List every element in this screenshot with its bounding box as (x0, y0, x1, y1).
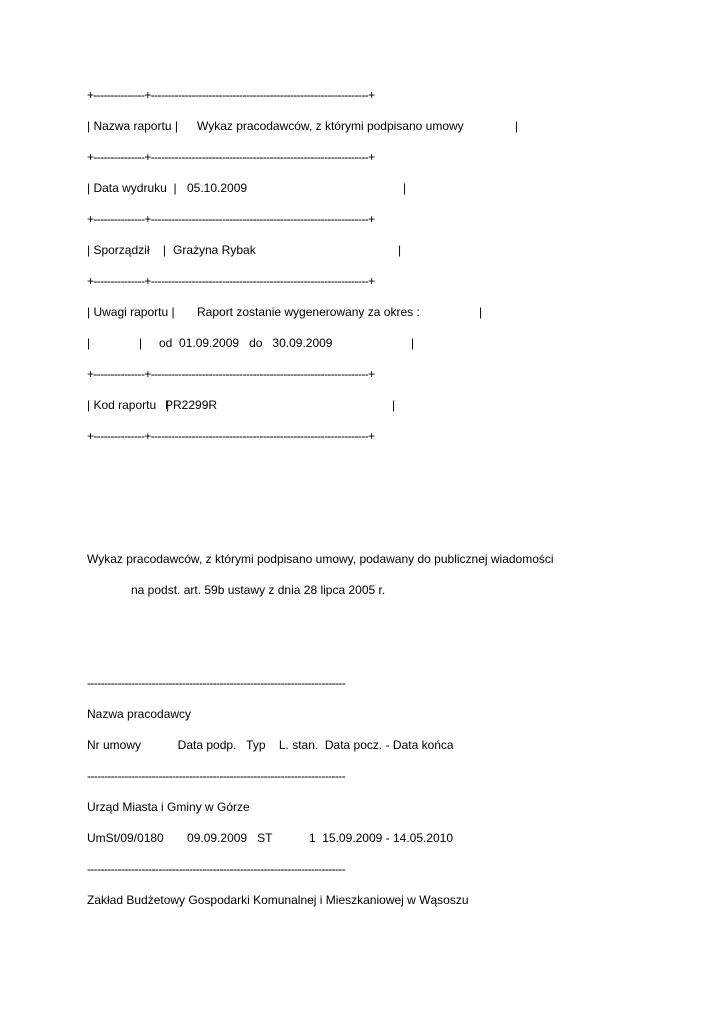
row-value: Wykaz pracodawców, z którymi podpisano umowy (197, 119, 464, 133)
row-label-divider: | (139, 336, 143, 350)
row-value: 05.10.2009 (187, 181, 248, 195)
row-end: | (398, 243, 402, 257)
header-columns: Nr umowy Data podp. Typ L. stan. Data pocz. - Data końca (87, 738, 454, 752)
row-end: | (411, 336, 415, 350)
row-label: | Data wydruku | (87, 181, 177, 195)
row-value: Grażyna Rybak (173, 243, 256, 257)
table-border: +---------------+----------------------------------------------------------------+ (87, 274, 375, 288)
table-row-report-code (87, 398, 537, 412)
row-label: | Nazwa raportu | (87, 119, 178, 133)
table-border: +---------------+----------------------------------------------------------------+ (87, 88, 375, 102)
intro-legal-basis: na podst. art. 59b ustawy z dnia 28 lipca 2005 r. (131, 583, 386, 597)
table-row-notes (87, 305, 537, 319)
table-row-report-name (87, 119, 537, 133)
row-label: | Sporządził | (87, 243, 166, 257)
row-label: | (87, 336, 91, 350)
row-end: | (515, 119, 519, 133)
table-row-period (87, 336, 537, 350)
row-value: Raport zostanie wygenerowany za okres : (197, 305, 420, 319)
employer-name: Urząd Miasta i Gminy w Górze (87, 800, 250, 814)
separator: ---------------------------------------------------------------------------- (87, 769, 346, 783)
table-border: +---------------+----------------------------------------------------------------+ (87, 150, 375, 164)
row-label: | Uwagi raportu | (87, 305, 175, 319)
table-border: +---------------+----------------------------------------------------------------+ (87, 212, 375, 226)
table-border: +---------------+----------------------------------------------------------------+ (87, 429, 375, 443)
contract-row: UmSt/09/0180 09.09.2009 ST 1 15.09.2009 - 14.05.2010 (87, 831, 454, 845)
table-row-print-date (87, 181, 537, 195)
header-employer: Nazwa pracodawcy (87, 707, 192, 721)
separator: ---------------------------------------------------------------------------- (87, 676, 346, 690)
row-label: | Kod raportu | (87, 398, 170, 412)
row-value: od 01.09.2009 do 30.09.2009 (159, 336, 333, 350)
table-border: +---------------+----------------------------------------------------------------+ (87, 367, 375, 381)
employer-name: Zakład Budżetowy Gospodarki Komunalnej i Mieszkaniowej w Wąsoszu (87, 893, 469, 907)
row-end: | (403, 181, 407, 195)
separator: ---------------------------------------------------------------------------- (87, 862, 346, 876)
row-end: | (479, 305, 483, 319)
intro-line: Wykaz pracodawców, z którymi podpisano umowy, podawany do publicznej wiadomości (87, 552, 554, 566)
row-value: PR2299R (165, 398, 218, 412)
row-end: | (392, 398, 396, 412)
table-row-author (87, 243, 537, 257)
